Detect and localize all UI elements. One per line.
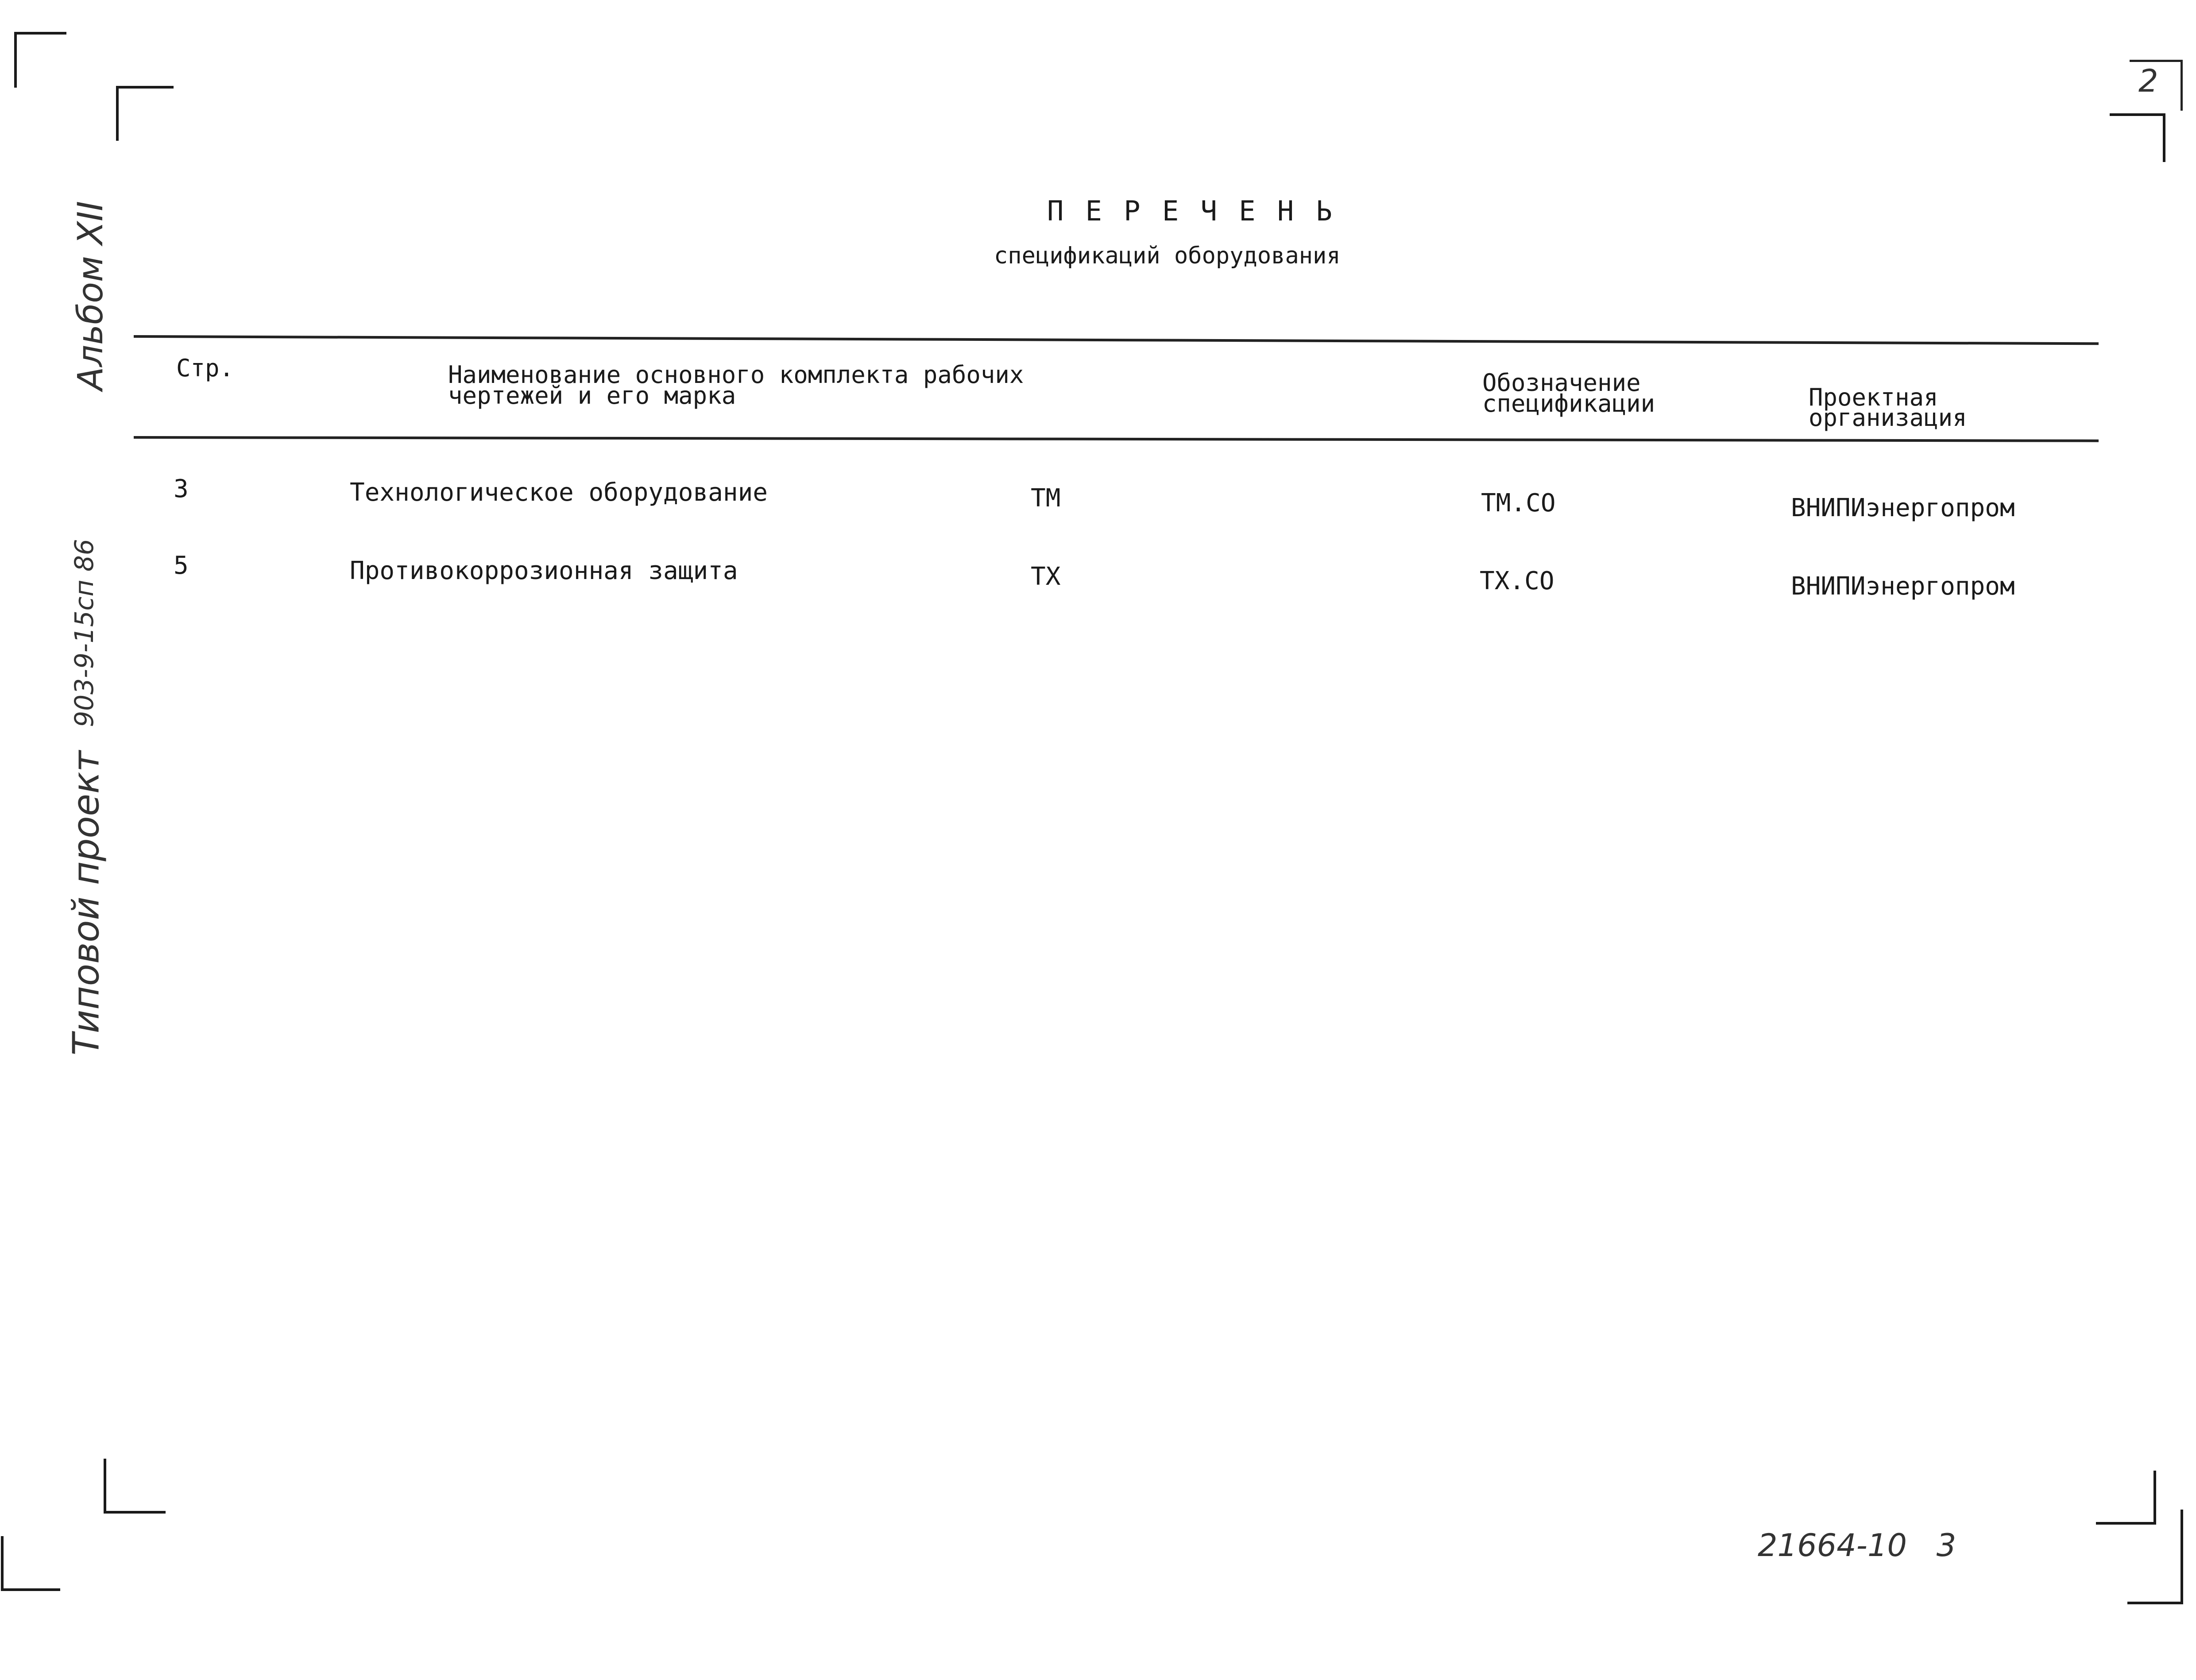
table-header-rule [134,436,2099,442]
margin-album-label: Альбом XII [71,201,111,391]
row-name: Противокоррозионная защита [350,556,738,585]
margin-project-code: 903-9-15сп 86 [69,539,99,727]
row-name: Технологическое оборудование [350,478,768,507]
header-designation-line1: Обозначение [1482,369,1641,397]
header-org-line1: Проектная [1809,383,1938,411]
table-top-rule [134,335,2099,345]
crop-mark-top-right [2110,113,2165,162]
row-designation: ТХ.СО [1480,567,1554,595]
page-subtitle: спецификаций оборудования [994,243,1341,269]
row-mark: ТХ [1031,562,1061,591]
row-mark: ТМ [1031,484,1061,513]
crop-mark-top-left-outer [14,32,66,88]
row-designation: ТМ.СО [1481,489,1556,518]
header-name-line1: Наименование основного комплекта рабочих [448,361,1024,389]
crop-mark-bottom-right-outer [2127,1510,2183,1604]
row-organization: ВНИПИэнергопром [1791,494,2015,522]
header-name-line2: чертежей и его марка [448,382,736,409]
page-title: П Е Р Е Ч Е Н Ь [1047,195,1335,227]
margin-project-label: Типовой проект [65,750,108,1056]
header-page: Стр. [176,354,234,382]
crop-mark-top-left-inner [116,86,174,141]
crop-mark-bottom-left-inner [104,1459,166,1514]
header-designation-line2: спецификации [1482,390,1655,417]
row-page: 3 [174,475,189,503]
row-organization: ВНИПИэнергопром [1791,572,2015,601]
page-number: 2 [2138,63,2158,99]
crop-mark-bottom-left-outer [1,1536,60,1591]
footer-document-number: 21664-10 3 [1758,1527,1956,1564]
row-page: 5 [174,551,189,580]
header-org-line2: организация [1809,404,1967,432]
